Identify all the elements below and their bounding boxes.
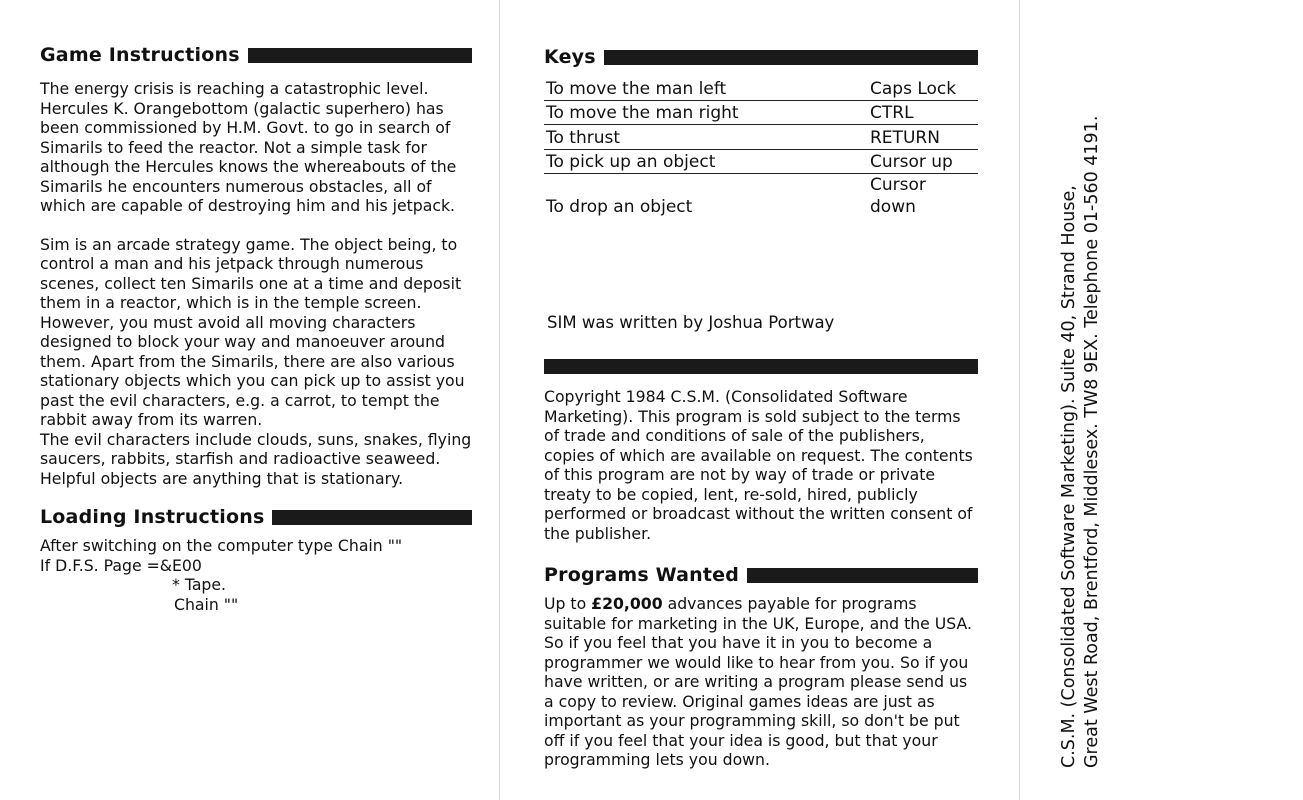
programs-wanted-heading: Programs Wanted <box>544 564 740 586</box>
keys-heading: Keys <box>544 46 596 68</box>
keys-row <box>544 174 978 219</box>
game-instructions-para-3: The evil characters include clouds, suns, snakes, flying saucers, rabbits, starfish and radioactive seaweed. <box>40 429 472 468</box>
key-binding: RETURN <box>868 125 978 150</box>
address-line-2: Great West Road, Brentford, Middlesex. TW8 9EX. Telephone 01-560 4191. <box>1082 115 1102 768</box>
loading-instructions-heading: Loading Instructions <box>40 506 265 528</box>
fold-line-right <box>1019 0 1020 800</box>
separator-bar <box>544 359 978 374</box>
key-binding: CTRL <box>868 100 978 125</box>
keys-row <box>544 149 978 174</box>
game-instructions-para-1: The energy crisis is reaching a catastrophic level. Hercules K. Orangebottom (galactic superhero) has been commissioned by H.M. Govt. to go in search of Simarils to feed the reactor. Not a simple task for although the Hercules knows the whereabouts of the Simarils he encounters numerous obstacles, all of which are capable of destroying him and his jetpack. <box>40 79 457 215</box>
key-action: To pick up an object <box>544 149 868 174</box>
programs-wanted-header <box>544 564 978 586</box>
keys-row <box>544 76 978 100</box>
game-instructions-heading: Game Instructions <box>40 44 240 66</box>
address-line-1: C.S.M. (Consolidated Software Marketing). Suite 40, Strand House, <box>1059 185 1079 768</box>
heading-bar <box>272 510 472 525</box>
loading-line-1: After switching on the computer type Chain "" <box>40 536 403 555</box>
programs-wanted-intro: Up to <box>544 594 592 613</box>
author-credit: SIM was written by Joshua Portway <box>547 313 835 332</box>
loading-line-4: Chain "" <box>174 594 239 614</box>
game-instructions-para-4: Helpful objects are anything that is stationary. <box>40 468 404 488</box>
programs-wanted-text <box>544 594 978 770</box>
keys-table <box>544 76 978 218</box>
keys-row <box>544 125 978 150</box>
key-binding: Caps Lock <box>868 76 978 100</box>
key-action: To drop an object <box>546 197 693 217</box>
loading-instructions-header <box>40 506 472 528</box>
fold-line-left <box>499 0 500 800</box>
key-action: To move the man left <box>544 76 868 100</box>
loading-line-3: * Tape. <box>172 575 227 594</box>
programs-wanted-amount: £20,000 <box>591 594 663 613</box>
key-binding: Cursor down <box>870 175 926 217</box>
game-instructions-header <box>40 44 472 66</box>
game-instructions-para-2: Sim is an arcade strategy game. The object being, to control a man and his jetpack through numerous scenes, collect ten Simarils one at a time and deposit them in a reactor, which is in the temple screen. However, you must avoid all moving characters designed to block your way and manoeuver around them. Apart from the Simarils, there are also various stationary objects which you can pick up to assist you past the evil characters, e.g. a carrot, to tempt the rabbit away from its warren. <box>40 234 465 429</box>
heading-bar <box>248 48 472 63</box>
heading-bar <box>747 568 978 583</box>
left-panel <box>40 0 472 614</box>
keys-row <box>544 100 978 125</box>
key-action: To thrust <box>544 125 868 150</box>
key-action: To move the man right <box>544 100 868 125</box>
copyright-text: Copyright 1984 C.S.M. (Consolidated Software Marketing). This program is sold subject to the terms of trade and conditions of sale of the publishers, copies of which are available on request. The contents of this program are not by way of trade or private treaty to be copied, lent, re-sold, hired, publicly performed or broadcast without the written consent of the publisher. <box>544 387 973 543</box>
loading-instructions-text <box>40 536 472 614</box>
middle-panel <box>544 0 978 769</box>
programs-wanted-body: advances payable for programs suitable for marketing in the UK, Europe, and the USA. So if you feel that you have it in you to become a programmer we would like to hear from you. So if you have written, or are writing a program please send us a copy to review. Original games ideas are just as important as your programming skill, so don't be put off if you feel that your idea is good, but that your programming lets you down. <box>544 594 972 769</box>
loading-line-2: If D.F.S. Page =&E00 <box>40 555 202 575</box>
keys-header <box>544 46 978 68</box>
heading-bar <box>604 50 978 65</box>
company-address <box>1058 108 1104 768</box>
key-binding: Cursor up <box>868 149 978 174</box>
game-instructions-text <box>40 79 472 488</box>
